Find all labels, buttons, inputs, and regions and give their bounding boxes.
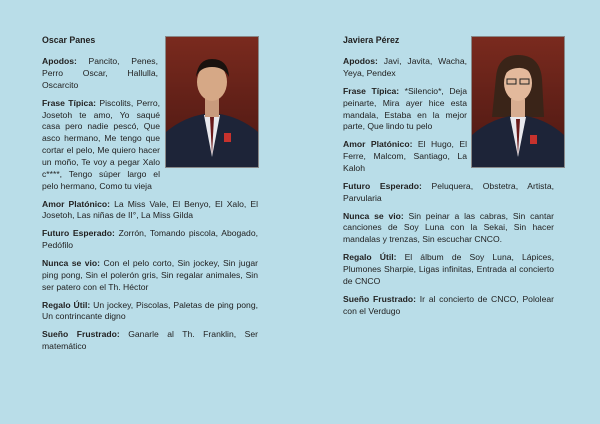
field-value: Ir al concierto de CNCO, Pololear con el Verdugo	[343, 293, 554, 316]
field-apodos	[42, 56, 158, 92]
field-sueno-frustrado	[42, 329, 258, 353]
field-label: Nunca se vio:	[343, 210, 404, 221]
field-nunca-se-vio	[42, 258, 258, 294]
field-label: Amor Platónico:	[343, 139, 413, 150]
field-value: Peluquera, Obstetra, Artista, Parvularia	[343, 180, 554, 203]
field-value: El álbum de Soy Luna, Lápices, Plumones Sharpie, Ligas infinitas, Entrada al concierto de CNCO	[343, 252, 554, 286]
portrait-illustration	[472, 37, 564, 167]
field-value: Ganarle al Th. Franklin, Ser matemático	[42, 329, 258, 352]
field-label: Regalo Útil:	[42, 299, 91, 310]
field-value: Piscolits, Perro, Josetoh te amo, Yo saqué casa pero nadie pescó, Que asco hermano, Me tengo que cortar el pelo, Me quiero hacer un moño, Te voy a pegar Xalo c****, Tengo súper largo el pelo hermano, Como tu vieja	[42, 97, 160, 191]
field-regalo-util	[42, 300, 258, 324]
field-value: Javi, Javita, Wacha, Yeya, Pendex	[343, 56, 467, 78]
field-value: Zorrón, Tomando piscola, Abogado, Pedófilo	[42, 228, 259, 251]
field-label: Frase Típica:	[343, 85, 400, 96]
field-amor-platonico	[42, 199, 258, 223]
student-name: Javiera Pérez	[343, 35, 400, 45]
field-label: Regalo Útil:	[343, 252, 397, 263]
field-regalo-util	[343, 252, 554, 288]
field-value: Un jockey, Piscolas, Paletas de ping pong, Un contrincante digno	[42, 299, 259, 322]
field-value: Sin peinar a las cabras, Sin cantar canciones de Soy Luna con la Sekai, Sin hacer mandalas y trenzas, Sin escuchar CNCO.	[343, 210, 554, 245]
student-profile-javiera	[343, 34, 554, 323]
field-sueno-frustrado	[343, 294, 554, 318]
field-frase-tipica	[343, 86, 467, 133]
field-futuro-esperado	[42, 228, 258, 252]
field-label: Apodos:	[343, 56, 378, 67]
field-value: Con el pelo corto, Sin jockey, Sin jugar ping pong, Sin el polerón gris, Sin regalar animales, Sin ser patero con el Th. Héctor	[42, 258, 258, 292]
field-label: Nunca se vio:	[42, 258, 101, 269]
field-amor-platonico	[343, 139, 467, 175]
field-label: Sueño Frustrado:	[343, 293, 416, 304]
field-label: Futuro Esperado:	[42, 228, 115, 239]
field-value: El Hugo, El Ferre, Malcom, Santiago, La Kaloh	[343, 139, 467, 173]
field-futuro-esperado	[343, 181, 554, 205]
field-value: La Miss Vale, El Benyo, El Xalo, El Josetoh, Las niñas de II°, La Miss Gilda	[42, 198, 258, 221]
student-photo-javiera	[471, 36, 565, 168]
student-photo-oscar	[165, 36, 259, 168]
field-label: Futuro Esperado:	[343, 180, 422, 191]
field-nunca-se-vio	[343, 211, 554, 247]
portrait-illustration	[166, 37, 258, 167]
field-value: *Silencio*, Deja peinarte, Mira ayer hice esta mandala, Estaba en la mejor parte, Que lindo tu pelo	[343, 85, 468, 132]
field-apodos	[343, 56, 467, 80]
field-label: Sueño Frustrado:	[42, 329, 120, 340]
field-label: Frase Típica:	[42, 97, 96, 108]
field-label: Amor Platónico:	[42, 198, 111, 209]
field-frase-tipica	[42, 98, 160, 193]
student-name: Oscar Panes	[42, 35, 96, 45]
field-label: Apodos:	[42, 56, 77, 67]
field-value: Pancito, Penes, Perro Oscar, Hallulla, Oscarcito	[42, 56, 158, 90]
